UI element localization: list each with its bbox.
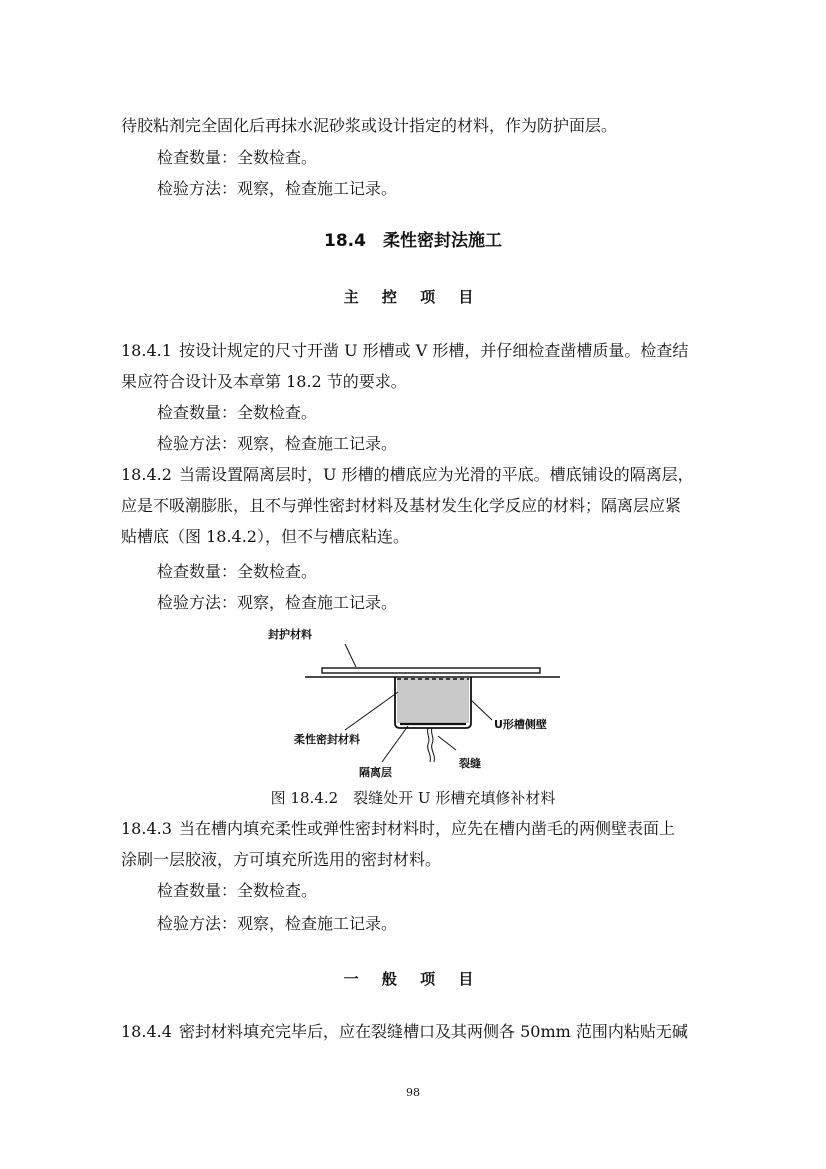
clause-line (121, 1021, 708, 1043)
section-title: 18.4 柔性密封法施工 (324, 231, 502, 251)
clause-line: 应是不吸潮膨胀，且不与弹性密封材料及基材发生化学反应的材料；隔离层应紧 (121, 496, 682, 515)
clause-line: 贴槽底（图 18.4.2），但不与槽底粘连。 (121, 527, 409, 546)
clause-line: 涂刷一层胶液，方可填充所选用的密封材料。 (121, 850, 442, 869)
clause-line (121, 818, 708, 840)
clause-text: 密封材料填充完毕后，应在裂缝槽口及其两侧各 50mm 范围内粘贴无碱 (179, 1022, 688, 1041)
check-quantity: 检查数量：全数检查。 (157, 562, 318, 581)
u-groove-figure (260, 622, 580, 782)
clause-line (121, 340, 708, 362)
clause-line: 果应符合设计及本章第 18.2 节的要求。 (121, 372, 407, 391)
clause-number: 18.4.3 (121, 819, 172, 838)
clause-text: 当需设置隔离层时，U 形槽的槽底应为光滑的平底。槽底铺设的隔离层， (179, 465, 694, 484)
check-method: 检验方法：观察，检查施工记录。 (157, 434, 398, 453)
clause-number: 18.4.4 (121, 1022, 172, 1041)
leader-wall (471, 700, 492, 720)
label-wall: U形槽侧壁 (494, 718, 547, 731)
clause-text: 当在槽内填充柔性或弹性密封材料时，应先在槽内凿毛的两侧壁表面上 (179, 819, 676, 838)
label-isolation: 隔离层 (359, 766, 392, 779)
subsection-heading: 主 控 项 目 (343, 288, 483, 306)
leader-sealant (345, 692, 398, 730)
subsection-heading: 一 般 项 目 (343, 970, 483, 988)
check-quantity: 检查数量：全数检查。 (157, 881, 318, 900)
clause-line (121, 464, 708, 486)
check-method: 检验方法：观察，检查施工记录。 (157, 914, 398, 933)
label-sealant: 柔性密封材料 (294, 733, 360, 746)
leader-cover (345, 644, 356, 667)
clause-text: 按设计规定的尺寸开凿 U 形槽或 V 形槽，并仔细检查凿槽质量。检查结 (179, 341, 689, 360)
check-method: 检验方法：观察，检查施工记录。 (157, 593, 398, 612)
page-number: 98 (406, 1086, 420, 1099)
crack-line (432, 728, 435, 762)
crack-line (428, 728, 431, 762)
clause-number: 18.4.1 (121, 341, 172, 360)
figure-caption: 图 18.4.2 裂缝处开 U 形槽充填修补材料 (270, 789, 556, 807)
text-line: 待胶粘剂完全固化后再抹水泥砂浆或设计指定的材料，作为防护面层。 (121, 116, 618, 135)
leader-isolation (382, 726, 408, 762)
text-line: 检查数量：全数检查。 (157, 148, 318, 167)
clause-number: 18.4.2 (121, 465, 172, 484)
check-quantity: 检查数量：全数检查。 (157, 403, 318, 422)
cover-sheet (322, 668, 540, 673)
sealant-fill (397, 678, 469, 723)
label-cover: 封护材料 (268, 628, 312, 641)
leader-crack (438, 736, 456, 750)
text-line: 检验方法：观察，检查施工记录。 (157, 179, 398, 198)
label-crack: 裂缝 (459, 757, 481, 770)
